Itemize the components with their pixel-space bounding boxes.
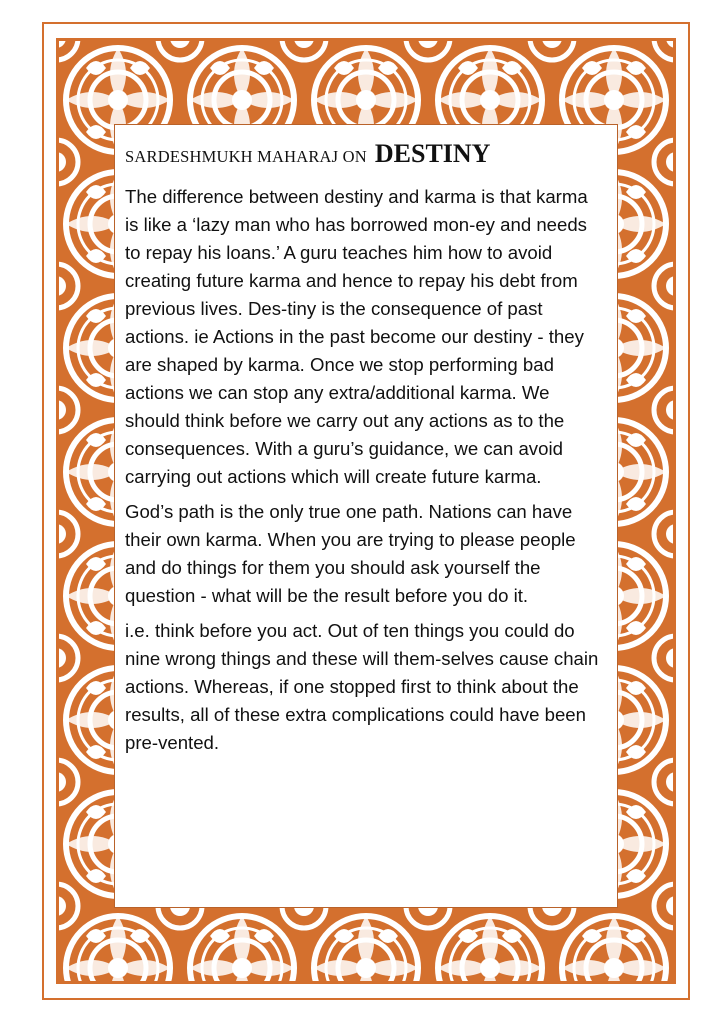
paragraph-3: i.e. think before you act. Out of ten things you could do nine wrong things and these will them-selves cause chain actions. Whereas, if one stopped first to think about the results, all of these extra complications could have been pre-vented.	[125, 620, 599, 753]
page-heading	[125, 141, 605, 167]
paragraph-1: The difference between destiny and karma is that karma is like a ‘lazy man who has borrowed mon-ey and needs to repay his loans.’ A guru teaches him how to avoid creating future karma and hence to repay his debt from previous lives. Des-tiny is the consequence of past actions. ie Actions in the past become our destiny - they are shaped by karma. Once we stop performing bad actions we can stop any extra/additional karma. We should think before we carry out any actions as to the consequences. With a guru’s guidance, we can avoid carrying out actions which will create future karma.	[125, 186, 588, 487]
text-panel	[114, 124, 618, 908]
heading-title: DESTINY	[374, 139, 491, 168]
heading-prefix: SARDESHMUKH MAHARAJ ON	[125, 147, 367, 166]
paragraph-2: God’s path is the only true one path. Nations can have their own karma. When you are trying to please people and do things for them you should ask yourself the question - what will be the result before you do it.	[125, 501, 576, 606]
